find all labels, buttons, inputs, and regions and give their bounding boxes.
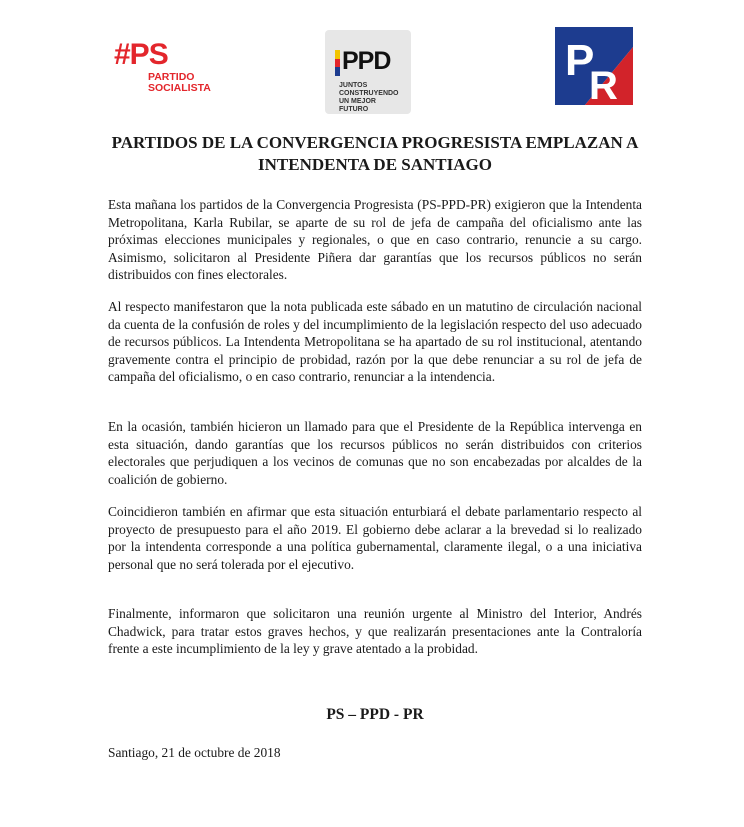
svg-text:R: R [589, 64, 618, 105]
svg-text:P: P [565, 36, 595, 85]
paragraph-2: Al respecto manifestaron que la nota publicada este sábado en un matutino de circulación nacional da cuenta de la confusión de roles y del incumplimiento de la legislación respecto del uso adecuado de recursos públicos. La Intendenta Metropolitana se ha apartado de su rol institucional, atentando gravemente contra el principio de probidad, razón por la que debe renunciar a su rol de jefa de campaña del oficialismo, o en caso contrario, renunciar a la intendencia. [108, 299, 642, 385]
paragraph-3: En la ocasión, también hicieron un llamado para que el Presidente de la República intervenga en esta situación, dando garantías que los recursos públicos no serán distribuidos con criterios electorales que perjudiquen a los vecinos de comunas que no son encabezadas por alcaldes de la coalición de gobierno. [108, 419, 642, 487]
ppd-logo-mark: PPD [342, 47, 391, 75]
ppd-color-bars [335, 50, 340, 76]
ps-logo-line2: SOCIALISTA [148, 82, 211, 94]
pr-logo [555, 27, 633, 105]
ps-logo-subtitle [148, 71, 211, 94]
signature: PS – PPD - PR [326, 706, 424, 723]
ps-logo-mark: #PS [114, 38, 168, 71]
paragraph-5: Finalmente, informaron que solicitaron una reunión urgente al Ministro del Interior, Andrés Chadwick, para tratar estos graves hechos, y que realizarán presentaciones ante la Contraloría frente a este incumplimiento de la ley y grave atentado a la probidad. [108, 606, 642, 657]
ps-logo [114, 38, 211, 96]
ppd-logo-tagline: JUNTOS CONSTRUYENDO UN MEJOR FUTURO [339, 82, 399, 113]
ppd-logo [325, 30, 411, 114]
paragraph-4: Coincidieron también en afirmar que esta situación enturbiará el debate parlamentario respecto al proyecto de presupuesto para el año 2019. El gobierno debe aclarar a la brevedad si lo realizado por la intendenta corresponde a una política gubernamental, claramente ilegal, o a una iniciativa personal que no será tolerada por el ejecutivo. [108, 504, 642, 572]
paragraph-1: Esta mañana los partidos de la Convergencia Progresista (PS-PPD-PR) exigieron que la Intendenta Metropolitana, Karla Rubilar, se aparte de su rol de jefa de campaña del oficialismo ante las próximas elecciones municipales y regionales, o que en caso contrario, renuncie a su cargo. Asimismo, solicitaron al Presidente Piñera dar garantías que los recursos públicos no serán distribuidos con fines electorales. [108, 197, 642, 283]
date-line: Santiago, 21 de octubre de 2018 [108, 745, 281, 760]
ps-logo-line1: PARTIDO [148, 71, 195, 83]
document-title: PARTIDOS DE LA CONVERGENCIA PROGRESISTA EMPLAZAN A INTENDENTA DE SANTIAGO [111, 133, 639, 174]
